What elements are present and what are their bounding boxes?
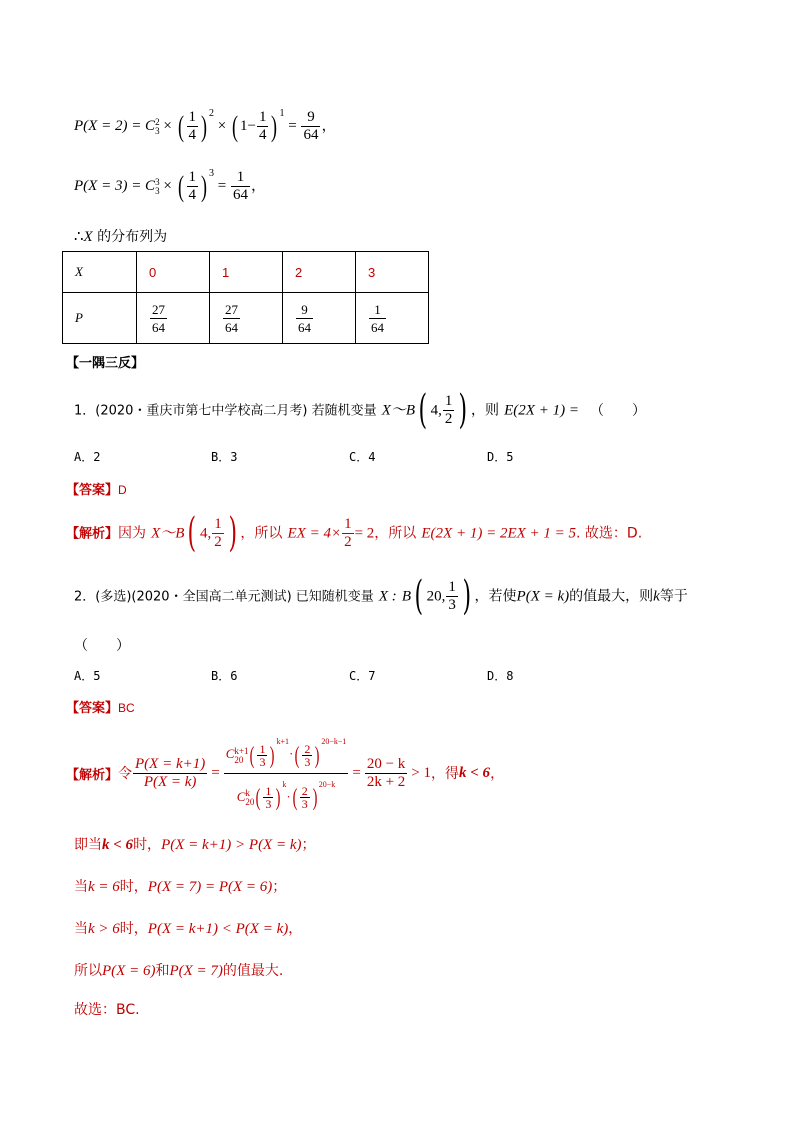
power: 1 xyxy=(279,108,285,119)
formula-px3: P(X = 3) = C3 3 × ( $\frac{1}{4}$ ) $^3$ = $\frac{1}{64}$ ， xyxy=(74,168,267,204)
x-value: 1 xyxy=(210,252,283,293)
x-value: 3 xyxy=(356,252,429,293)
power: 3 xyxy=(209,168,215,179)
p-value: $\frac{9}{64}$ xyxy=(283,293,356,344)
question-2: 2．(多选)(2020・全国高二单元测试) 已知随机变量 X : B( 20, $\frac{1}{3}$ ) ，若使P(X = k)的值最大，则k等于 xyxy=(74,573,688,619)
q1-option-d: D．5 xyxy=(487,450,514,464)
p-value: $\frac{27}{64}$ xyxy=(137,293,210,344)
equals-sign: = xyxy=(288,118,297,134)
fraction: $\frac{1}{4}$ xyxy=(188,109,197,144)
q2-option-b: B．6 xyxy=(211,669,238,683)
formula-px2-lhs: P(X = 2) = C xyxy=(74,118,156,134)
question-1: 1．(2020・重庆市第七中学校高二月考) 若随机变量 X～B( 4, $\frac{1}{2}$ ) ，则 E(2X + 1) = （ ） xyxy=(74,387,647,433)
fraction: $\frac{1}{4}$ xyxy=(188,169,197,204)
q2-blank: （ ） xyxy=(74,638,130,654)
x-value: 2 xyxy=(283,252,356,293)
lhs-ratio: $\frac{P(X = k+1)}{P(X = k)}$ xyxy=(135,755,206,790)
binomial-ratio: Ck+1 20 ( $\frac{1}{3}$ )$^{k+1}$·( $\frac{2}{3}$ )$^{20-k-1}$ Ck 20( $\frac{1}{3}$ )$^k$·( $\frac{2}{3}$ )$^{20-k}$ xyxy=(224,733,349,812)
result-fraction: $\frac{1}{64}$ xyxy=(233,169,249,204)
q1-blank: （ ） xyxy=(590,402,647,419)
times-sign: × xyxy=(217,118,227,134)
q1-stem: 1．(2020・重庆市第七中学校高二月考) 若随机变量 xyxy=(74,403,377,419)
equals-sign: = xyxy=(217,178,227,194)
q1-option-b: B．3 xyxy=(211,450,238,464)
q2-analysis: 【解析】 令 $\frac{P(X = k+1)}{P(X = k)}$ = Ck+1 20 ( $\frac{1}{3}$ )$^{k+1}$·( $\frac{2}{3}$ )$^{20-k-1}$ Ck 20( $\frac{1}{3}$ )$^k$·( $\frac{2}{3}$ )$^{20-k}$ = $\frac{20 - k}{2k + 2}$ > 1 ，得 k < 6 ， xyxy=(66,728,504,818)
x-value: 0 xyxy=(137,252,210,293)
distribution-table xyxy=(62,251,429,344)
times-sign: × xyxy=(163,118,172,134)
table-row-p xyxy=(63,293,429,344)
distribution-intro: ∴X 的分布列为 xyxy=(74,229,168,245)
row-label-x: X xyxy=(63,252,137,293)
q2-final: 故选：BC. xyxy=(74,1002,140,1018)
section-title: 【一隅三反】 xyxy=(66,356,145,371)
c-sub: 3 xyxy=(155,185,160,196)
fraction: $\frac{1}{4}$ xyxy=(258,109,267,144)
q2-option-a: A．5 xyxy=(74,669,101,683)
result-fraction: $\frac{9}{64}$ xyxy=(303,109,319,144)
row-label-p: P xyxy=(63,293,137,344)
q2-stem: 2．(多选)(2020・全国高二单元测试) 已知随机变量 xyxy=(74,589,374,605)
q1-answer: 【答案】D xyxy=(66,483,127,498)
q2-step-2: 当k = 6时，P(X = 7) = P(X = 6)； xyxy=(74,879,287,895)
c-sub: 3 xyxy=(155,125,160,136)
q2-answer: 【答案】BC xyxy=(66,701,135,716)
c-sup: 3 xyxy=(155,176,160,187)
p-value: $\frac{1}{64}$ xyxy=(356,293,429,344)
times-sign: × xyxy=(163,178,172,194)
q2-step-1: 即当k < 6时，P(X = k+1) > P(X = k)； xyxy=(74,837,316,853)
simplified-ratio: $\frac{20 - k}{2k + 2}$ xyxy=(366,755,406,790)
q1-expression: E(2X + 1) = xyxy=(504,402,579,419)
q2-step-3: 当k > 6时，P(X = k+1) < P(X = k)， xyxy=(74,921,303,937)
q2-option-c: C．7 xyxy=(349,669,376,683)
power: 2 xyxy=(209,108,215,119)
formula-px2: P(X = 2) = C2 3 × ( $\frac{1}{4}$ ) $^2$ × ( 1− $\frac{1}{4}$ ) $^1$ = $\frac{9}{64}$ ， xyxy=(74,108,337,144)
one-minus: 1− xyxy=(240,118,256,134)
q2-option-d: D．8 xyxy=(487,669,514,683)
q1-option-a: A．2 xyxy=(74,450,101,464)
q1-option-c: C．4 xyxy=(349,450,376,464)
q1-analysis: 【解析】因为 X～B( 4, $\frac{1}{2}$ ) ，所以 EX = 4× $\frac{1}{2}$ = 2，所以 E(2X + 1) = 2EX + 1 = 5. 故选：D. xyxy=(66,510,643,556)
q2-step-4: 所以P(X = 6)和P(X = 7)的值最大. xyxy=(74,963,284,979)
table-row-x xyxy=(63,252,429,293)
formula-px3-lhs: P(X = 3) = C xyxy=(74,178,156,194)
c-sup: 2 xyxy=(155,116,160,127)
p-value: $\frac{27}{64}$ xyxy=(210,293,283,344)
